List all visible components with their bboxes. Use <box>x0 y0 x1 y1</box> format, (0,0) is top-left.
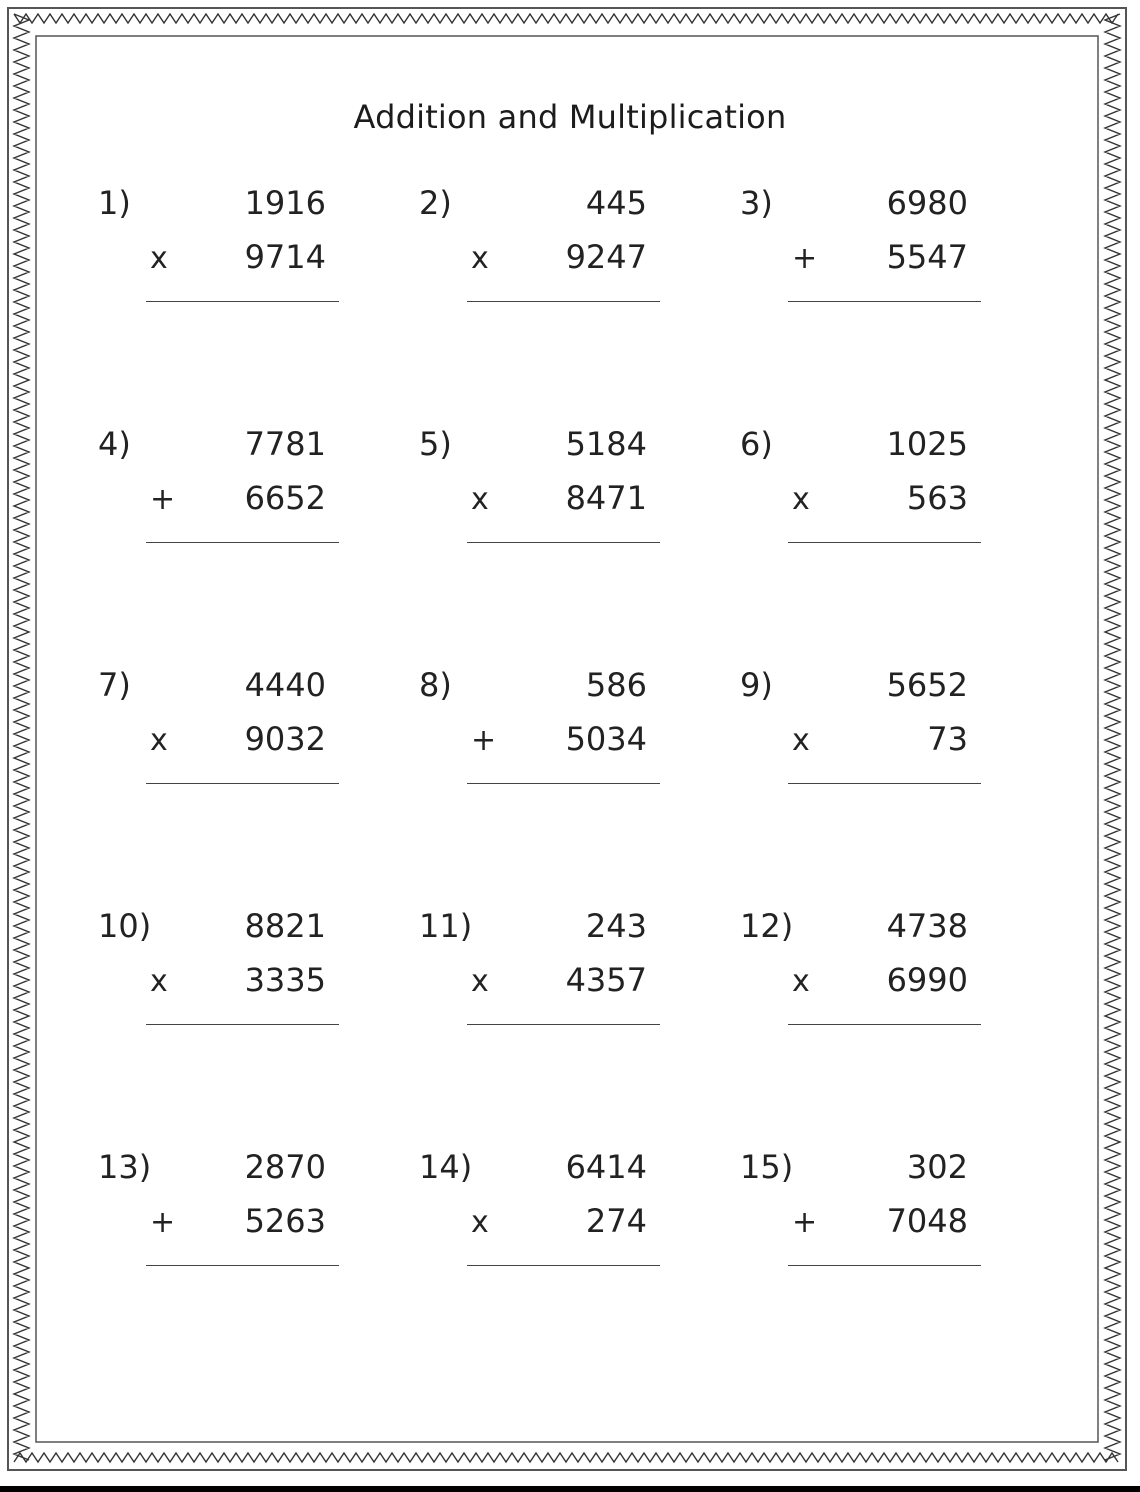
bottom-operand: 5034 <box>565 720 647 758</box>
problem-12 <box>740 906 1060 1046</box>
bottom-operand: 4357 <box>565 961 647 999</box>
bottom-operand: 73 <box>927 720 968 758</box>
problem-number: 7) <box>98 666 131 704</box>
problem-8 <box>419 665 739 805</box>
operator-symbol: + <box>792 1205 818 1240</box>
page-title: Addition and Multiplication <box>353 98 787 136</box>
bottom-operand: 9032 <box>244 720 326 758</box>
problem-number: 12) <box>740 907 794 945</box>
problem-3 <box>740 183 1060 323</box>
problem-number: 5) <box>419 425 452 463</box>
top-operand: 2870 <box>244 1148 326 1186</box>
operator-symbol: x <box>792 964 810 999</box>
problem-number: 3) <box>740 184 773 222</box>
answer-line <box>467 301 660 302</box>
bottom-operand: 9247 <box>565 238 647 276</box>
answer-line <box>146 542 339 543</box>
problem-number: 10) <box>98 907 152 945</box>
problem-7 <box>98 665 418 805</box>
problem-9 <box>740 665 1060 805</box>
answer-line <box>467 1024 660 1025</box>
top-operand: 7781 <box>244 425 326 463</box>
operator-symbol: + <box>471 723 497 758</box>
problem-number: 11) <box>419 907 473 945</box>
top-operand: 243 <box>585 907 647 945</box>
bottom-operand: 6990 <box>886 961 968 999</box>
problem-1 <box>98 183 418 323</box>
problem-10 <box>98 906 418 1046</box>
problem-4 <box>98 424 418 564</box>
top-operand: 6980 <box>886 184 968 222</box>
problem-number: 14) <box>419 1148 473 1186</box>
bottom-operand: 6652 <box>244 479 326 517</box>
answer-line <box>788 301 981 302</box>
top-operand: 6414 <box>565 1148 647 1186</box>
top-operand: 1916 <box>244 184 326 222</box>
problem-number: 15) <box>740 1148 794 1186</box>
answer-line <box>788 783 981 784</box>
top-operand: 1025 <box>886 425 968 463</box>
problem-number: 13) <box>98 1148 152 1186</box>
top-operand: 4738 <box>886 907 968 945</box>
bottom-operand: 7048 <box>886 1202 968 1240</box>
answer-line <box>467 783 660 784</box>
problem-number: 2) <box>419 184 452 222</box>
top-operand: 302 <box>906 1148 968 1186</box>
bottom-operand: 9714 <box>244 238 326 276</box>
bottom-operand: 563 <box>906 479 968 517</box>
answer-line <box>788 542 981 543</box>
answer-line <box>146 1265 339 1266</box>
problem-11 <box>419 906 739 1046</box>
operator-symbol: + <box>792 241 818 276</box>
top-operand: 4440 <box>244 666 326 704</box>
problem-number: 1) <box>98 184 131 222</box>
problem-5 <box>419 424 739 564</box>
top-operand: 5652 <box>886 666 968 704</box>
problem-number: 4) <box>98 425 131 463</box>
answer-line <box>146 783 339 784</box>
top-operand: 445 <box>585 184 647 222</box>
operator-symbol: x <box>471 482 489 517</box>
problem-15 <box>740 1147 1060 1287</box>
operator-symbol: + <box>150 1205 176 1240</box>
bottom-operand: 5547 <box>886 238 968 276</box>
bottom-operand: 3335 <box>244 961 326 999</box>
answer-line <box>467 1265 660 1266</box>
problem-14 <box>419 1147 739 1287</box>
operator-symbol: x <box>792 482 810 517</box>
problem-number: 6) <box>740 425 773 463</box>
operator-symbol: + <box>150 482 176 517</box>
operator-symbol: x <box>150 241 168 276</box>
bottom-operand: 274 <box>585 1202 647 1240</box>
operator-symbol: x <box>150 723 168 758</box>
page-bottom-edge <box>0 1486 1140 1492</box>
operator-symbol: x <box>792 723 810 758</box>
top-operand: 5184 <box>565 425 647 463</box>
top-operand: 586 <box>585 666 647 704</box>
problem-number: 8) <box>419 666 452 704</box>
operator-symbol: x <box>150 964 168 999</box>
answer-line <box>788 1024 981 1025</box>
operator-symbol: x <box>471 1205 489 1240</box>
answer-line <box>146 301 339 302</box>
bottom-operand: 5263 <box>244 1202 326 1240</box>
operator-symbol: x <box>471 241 489 276</box>
operator-symbol: x <box>471 964 489 999</box>
answer-line <box>467 542 660 543</box>
bottom-operand: 8471 <box>565 479 647 517</box>
top-operand: 8821 <box>244 907 326 945</box>
problem-number: 9) <box>740 666 773 704</box>
problem-6 <box>740 424 1060 564</box>
answer-line <box>788 1265 981 1266</box>
problem-2 <box>419 183 739 323</box>
problem-13 <box>98 1147 418 1287</box>
answer-line <box>146 1024 339 1025</box>
